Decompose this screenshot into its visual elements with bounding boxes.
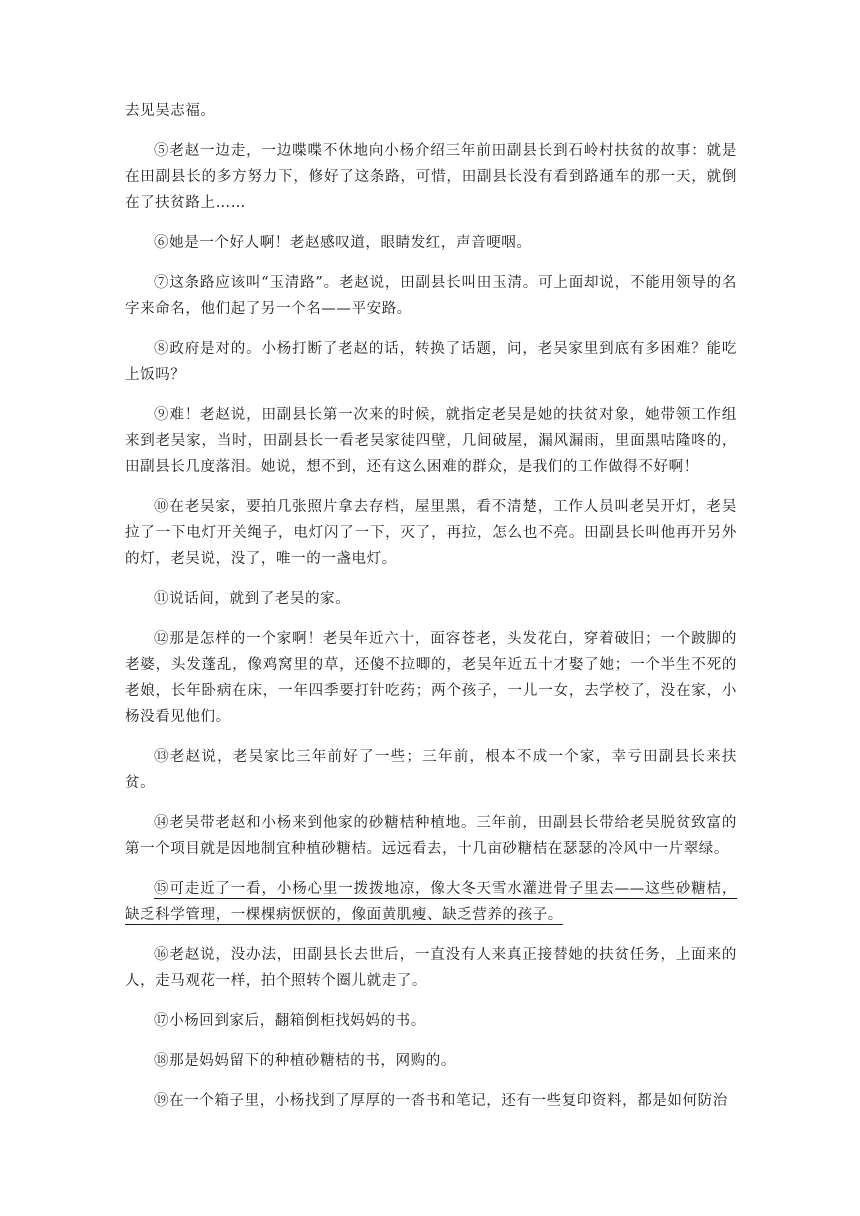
paragraph-11: ⑪说话间，就到了老吴的家。 bbox=[154, 591, 351, 607]
paragraph-16: ⑯老赵说，没办法，田副县长去世后，一直没有人来真正接替她的扶贫任务，上面来的人，走马观花一样，拍个照转个圈儿就走了。 bbox=[125, 947, 737, 989]
paragraph-19: ⑲在一个箱子里，小杨找到了厚厚的一沓书和笔记，还有一些复印资料，都是如何防治 bbox=[154, 1093, 728, 1109]
paragraph-0: 去见吴志福。 bbox=[125, 103, 216, 119]
underlined-passage: ⑮可走近了一看，小杨心里一拨拨地凉，像大冬天雪水灌进骨子里去——这些砂糖桔，缺乏科学管理，一棵棵病恹恹的，像面黄肌瘦、缺乏营养的孩子。 bbox=[125, 881, 737, 923]
paragraph-10: ⑩在老吴家，要拍几张照片拿去存档，屋里黑，看不清楚，工作人员叫老吴开灯，老吴拉了一下电灯开关绳子，电灯闪了一下，灭了，再拉，怎么也不亮。田副县长叫他再开另外的灯，老吴说，没了，唯一的一盏电灯。 bbox=[125, 499, 737, 567]
paragraph-15-underlined bbox=[125, 876, 737, 928]
paragraph-8: ⑧政府是对的。小杨打断了老赵的话，转换了话题，问，老吴家里到底有多困难？能吃上饭吗？ bbox=[125, 341, 737, 383]
paragraph-12: ⑫那是怎样的一个家啊！老吴年近六十，面容苍老，头发花白，穿着破旧；一个跛脚的老婆，头发蓬乱，像鸡窝里的草，还傻不拉唧的，老吴年近五十才娶了她；一个半生不死的老娘，长年卧病在床，一年四季要打针吃药；两个孩子，一儿一女，去学校了，没在家，小杨没看见他们。 bbox=[125, 631, 737, 725]
paragraph-9: ⑨难！老赵说，田副县长第一次来的时候，就指定老吴是她的扶贫对象，她带领工作组来到老吴家，当时，田副县长一看老吴家徒四壁，几间破屋，漏风漏雨，里面黑咕隆咚的，田副县长几度落泪。她说，想不到，还有这么困难的群众，是我们的工作做得不好啊！ bbox=[125, 407, 737, 475]
paragraph-18: ⑱那是妈妈留下的种植砂糖桔的书，网购的。 bbox=[154, 1053, 456, 1069]
paragraph-7: ⑦这条路应该叫“玉清路”。老赵说，田副县长叫田玉清。可上面却说，不能用领导的名字来命名，他们起了另一个名——平安路。 bbox=[125, 275, 737, 317]
paragraph-5: ⑤老赵一边走，一边喋喋不休地向小杨介绍三年前田副县长到石岭村扶贫的故事：就是在田副县长的多方努力下，修好了这条路，可惜，田副县长没有看到路通车的那一天，就倒在了扶贫路上…… bbox=[125, 143, 737, 211]
paragraph-14: ⑭老吴带老赵和小杨来到他家的砂糖桔种植地。三年前，田副县长带给老吴脱贫致富的第一个项目就是因地制宜种植砂糖桔。远远看去，十几亩砂糖桔在瑟瑟的冷风中一片翠绿。 bbox=[125, 815, 737, 857]
paragraph-6: ⑥她是一个好人啊！老赵感叹道，眼睛发红，声音哽咽。 bbox=[154, 235, 532, 251]
paragraph-17: ⑰小杨回到家后，翻箱倒柜找妈妈的书。 bbox=[154, 1013, 426, 1029]
paragraph-13: ⑬老赵说，老吴家比三年前好了一些；三年前，根本不成一个家，幸亏田副县长来扶贫。 bbox=[125, 749, 737, 791]
document-page bbox=[125, 98, 737, 1128]
